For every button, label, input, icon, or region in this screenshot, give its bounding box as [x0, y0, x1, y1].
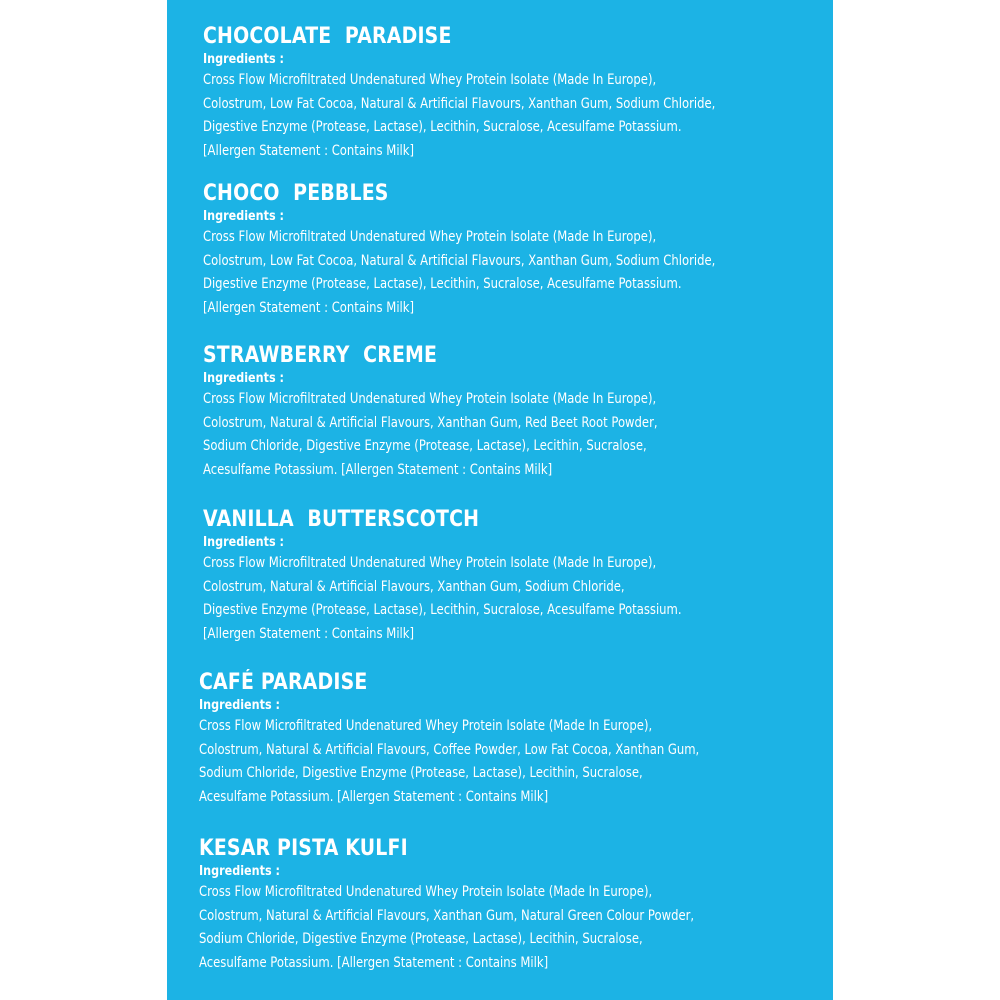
ingredient-line: Digestive Enzyme (Protease, Lactase), Lecithin, Sucralose, Acesulfame Potassium. [203, 119, 682, 135]
flavour-section-cafe-paradise [199, 668, 799, 809]
ingredient-line: [Allergen Statement : Contains Milk] [203, 299, 415, 316]
ingredient-line: Acesulfame Potassium. [Allergen Statement : Contains Milk] [199, 788, 549, 805]
flavour-title: CHOCOLATE PARADISE [203, 24, 452, 49]
flavour-section-chocolate-paradise [203, 22, 803, 163]
ingredients-label: Ingredients : [203, 535, 284, 550]
flavour-section-choco-pebbles [203, 179, 803, 320]
ingredient-line: Cross Flow Microfiltrated Undenatured Whey Protein Isolate (Made In Europe), [203, 72, 657, 88]
ingredient-line: Cross Flow Microfiltrated Undenatured Whey Protein Isolate (Made In Europe), [199, 718, 653, 734]
ingredient-line: Sodium Chloride, Digestive Enzyme (Protease, Lactase), Lecithin, Sucralose, [199, 765, 643, 781]
ingredient-line: Cross Flow Microfiltrated Undenatured Whey Protein Isolate (Made In Europe), [199, 884, 653, 900]
flavour-title: VANILLA BUTTERSCOTCH [203, 507, 480, 532]
flavour-section-vanilla-butterscotch [203, 505, 803, 646]
ingredients-label: Ingredients : [203, 52, 284, 67]
ingredient-line: Acesulfame Potassium. [Allergen Statement : Contains Milk] [199, 954, 549, 971]
ingredient-line: Cross Flow Microfiltrated Undenatured Whey Protein Isolate (Made In Europe), [203, 391, 657, 407]
ingredient-line: Colostrum, Natural & Artificial Flavours, Xanthan Gum, Natural Green Colour Powder, [199, 907, 695, 924]
flavour-title: KESAR PISTA KULFI [199, 836, 408, 861]
flavour-title: STRAWBERRY CREME [203, 343, 438, 368]
ingredient-line: Cross Flow Microfiltrated Undenatured Whey Protein Isolate (Made In Europe), [203, 229, 657, 245]
ingredient-line: Digestive Enzyme (Protease, Lactase), Lecithin, Sucralose, Acesulfame Potassium. [203, 602, 682, 618]
flavour-section-kesar-pista-kulfi [199, 834, 799, 975]
flavour-title: CAFÉ PARADISE [199, 670, 368, 695]
ingredient-line: Colostrum, Low Fat Cocoa, Natural & Artificial Flavours, Xanthan Gum, Sodium Chloride, [203, 95, 716, 112]
ingredients-label: Ingredients : [203, 371, 284, 386]
ingredient-line: [Allergen Statement : Contains Milk] [203, 142, 415, 159]
ingredient-line: Colostrum, Natural & Artificial Flavours, Coffee Powder, Low Fat Cocoa, Xanthan Gum, [199, 741, 700, 758]
ingredients-panel [167, 0, 833, 1000]
ingredient-line: Digestive Enzyme (Protease, Lactase), Lecithin, Sucralose, Acesulfame Potassium. [203, 276, 682, 292]
ingredients-label: Ingredients : [203, 209, 284, 224]
ingredient-line: Sodium Chloride, Digestive Enzyme (Protease, Lactase), Lecithin, Sucralose, [203, 438, 647, 454]
ingredient-line: Cross Flow Microfiltrated Undenatured Whey Protein Isolate (Made In Europe), [203, 555, 657, 571]
ingredient-line: Acesulfame Potassium. [Allergen Statement : Contains Milk] [203, 461, 553, 478]
ingredient-line: [Allergen Statement : Contains Milk] [203, 625, 415, 642]
ingredient-line: Colostrum, Low Fat Cocoa, Natural & Artificial Flavours, Xanthan Gum, Sodium Chloride, [203, 252, 716, 269]
ingredients-label: Ingredients : [199, 698, 280, 713]
flavour-title: CHOCO PEBBLES [203, 181, 389, 206]
ingredient-line: Sodium Chloride, Digestive Enzyme (Protease, Lactase), Lecithin, Sucralose, [199, 931, 643, 947]
ingredient-line: Colostrum, Natural & Artificial Flavours, Xanthan Gum, Sodium Chloride, [203, 578, 625, 595]
flavour-section-strawberry-creme [203, 341, 803, 482]
ingredient-line: Colostrum, Natural & Artificial Flavours, Xanthan Gum, Red Beet Root Powder, [203, 414, 658, 431]
ingredients-label: Ingredients : [199, 864, 280, 879]
